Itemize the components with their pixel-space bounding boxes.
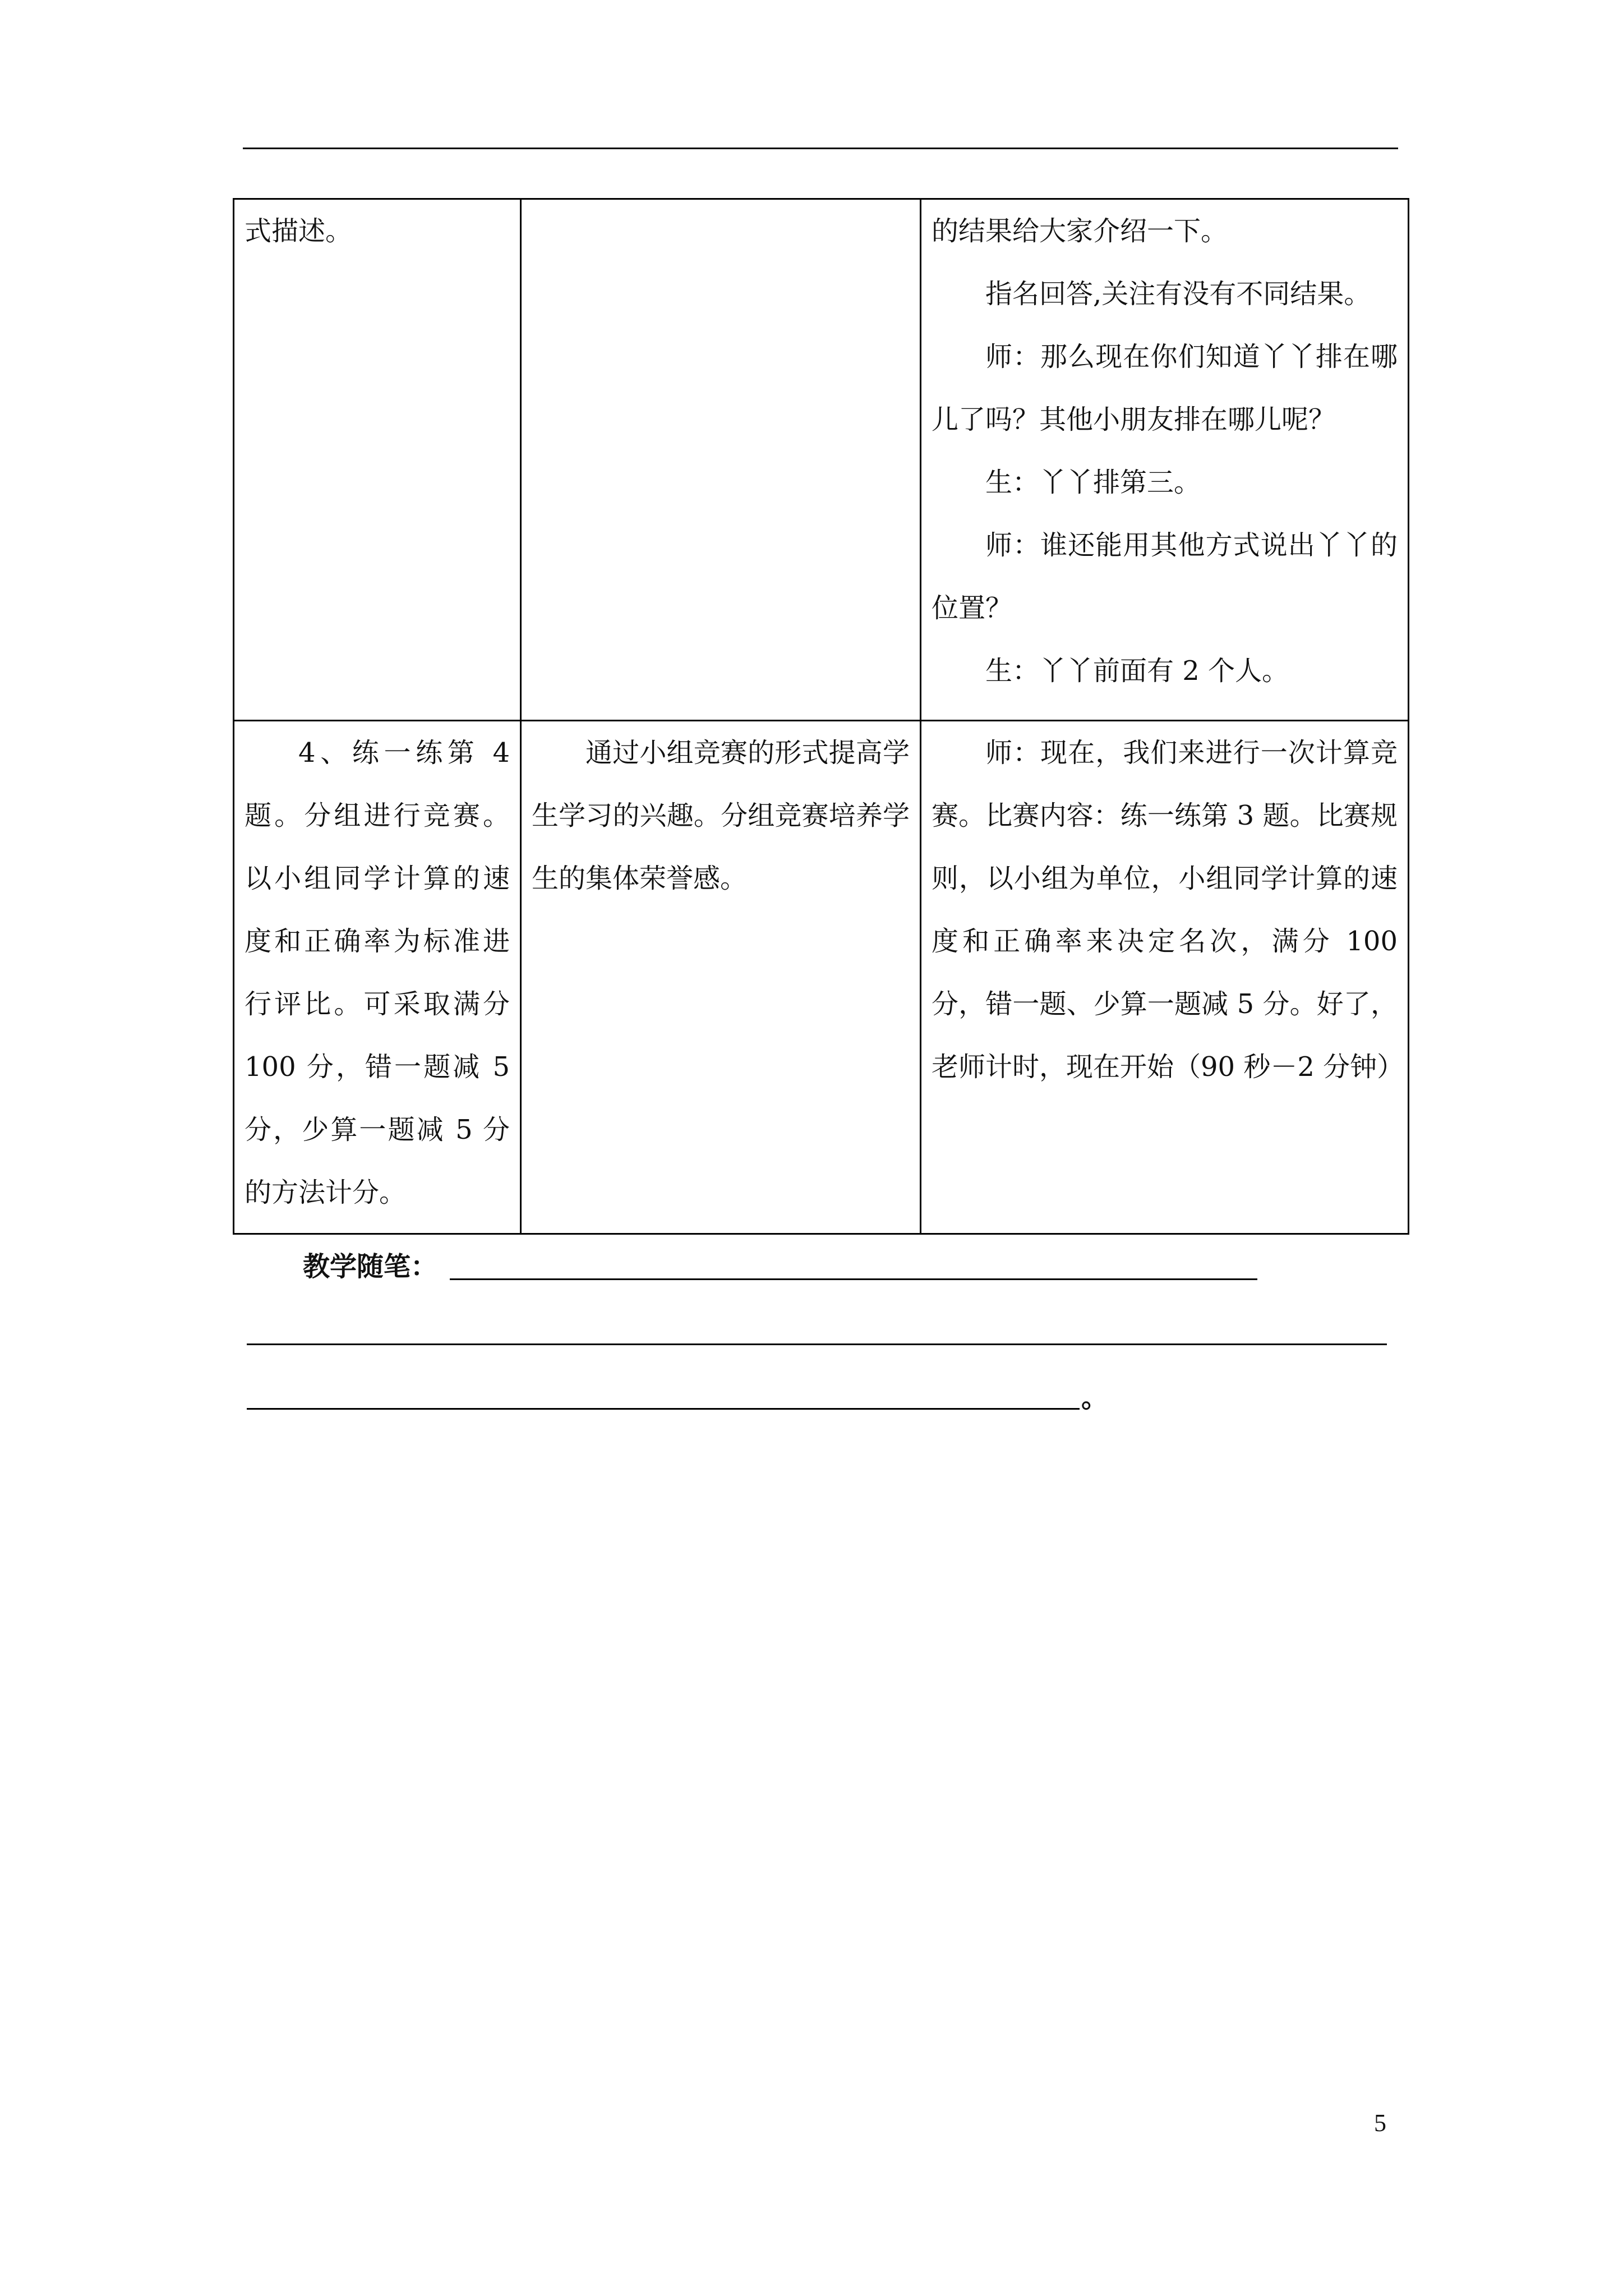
cell-dialogue	[921, 199, 1409, 721]
cell-text: 师：谁还能用其他方式说出丫丫的位置？	[932, 530, 1398, 624]
page-number: 5	[1374, 2109, 1386, 2137]
table-row	[234, 721, 1409, 1234]
notes-blank-line[interactable]	[247, 1343, 1387, 1345]
teaching-notes	[303, 1250, 1257, 1283]
cell-dialogue	[921, 721, 1409, 1234]
cell-text: 通过小组竞赛的形式提高学生学习的兴趣。分组竞赛培养学生的集体荣誉感。	[532, 737, 910, 894]
cell-text: 式描述。	[245, 215, 353, 247]
lesson-plan-table	[233, 198, 1409, 1235]
cell-activity	[234, 721, 521, 1234]
cell-text: 4、练一练第 4 题。分组进行竞赛。以小组同学计算的速度和正确率为标准进行评比。可采取满分 100 分，错一题减 5 分，少算一题减 5 分的方法计分。	[245, 737, 510, 1208]
notes-blank-line[interactable]	[450, 1278, 1257, 1280]
cell-intent	[521, 199, 921, 721]
notes-label: 教学随笔：	[303, 1251, 438, 1282]
cell-activity	[234, 199, 521, 721]
cell-text: 指名回答,关注有没有不同结果。	[985, 278, 1371, 310]
notes-blank-line[interactable]	[247, 1408, 1080, 1410]
cell-text: 的结果给大家介绍一下。	[932, 215, 1228, 247]
cell-text: 生：丫丫排第三。	[985, 467, 1201, 498]
table-row	[234, 199, 1409, 721]
cell-text: 生：丫丫前面有 2 个人。	[985, 655, 1289, 687]
cell-text: 师：现在，我们来进行一次计算竞赛。比赛内容：练一练第 3 题。比赛规则，以小组为单位，小组同学计算的速度和正确率来决定名次，满分 100 分，错一题、少算一题减 5 分。好了，老师计时，现在开始（90 秒－2 分钟）	[932, 737, 1404, 1083]
header-rule	[243, 148, 1398, 149]
cell-intent	[521, 721, 921, 1234]
cell-text: 师：那么现在你们知道丫丫排在哪儿了吗？其他小朋友排在哪儿呢？	[932, 341, 1398, 435]
notes-end-mark: 。	[1081, 1382, 1109, 1414]
